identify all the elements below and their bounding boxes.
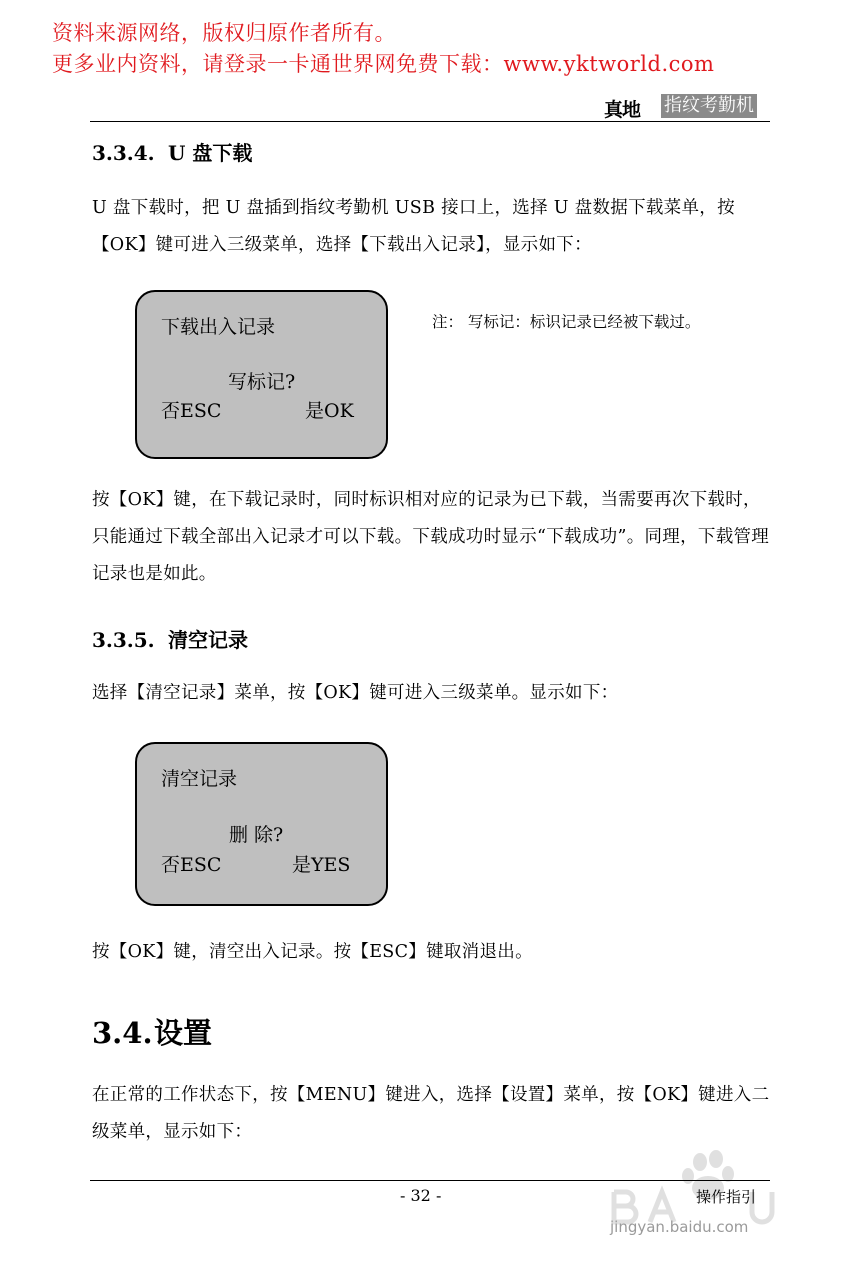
section-title: 设置 — [154, 1016, 213, 1050]
lcd-title: 下载出入记录 — [161, 316, 276, 338]
page-number: - 32 - — [400, 1186, 442, 1205]
footer-rule — [90, 1180, 770, 1181]
paragraph-clear-explain: 按【OK】键，清空出入记录。按【ESC】键取消退出。 — [92, 942, 533, 962]
banner-line-2: 更多业内资料，请登录一卡通世界网免费下载：www.yktworld.com — [52, 52, 715, 76]
lcd-prompt: 写标记? — [228, 371, 296, 393]
section-number: 3.3.4. — [92, 141, 155, 165]
section-number: 3.4. — [92, 1016, 153, 1050]
section-heading-3-3-5 — [92, 624, 248, 653]
section-number: 3.3.5. — [92, 628, 155, 652]
lcd-option-yes: 是OK — [305, 400, 354, 422]
paragraph-settings-intro: 在正常的工作状态下，按【MENU】键进入，选择【设置】菜单，按【OK】键进入二级菜单，显示如下： — [92, 1085, 770, 1142]
paragraph-clear-intro: 选择【清空记录】菜单，按【OK】键可进入三级菜单。显示如下： — [92, 683, 619, 703]
lcd-option-yes: 是YES — [292, 854, 351, 876]
section-heading-3-4 — [92, 1011, 212, 1052]
lcd-screen-download — [135, 290, 388, 459]
header-rule — [90, 121, 770, 122]
banner-line-1: 资料来源网络，版权归原作者所有。 — [52, 21, 396, 45]
lcd-option-no: 否ESC — [161, 854, 222, 876]
lcd-prompt: 删 除? — [229, 824, 284, 846]
lcd-screen-clear — [135, 742, 388, 906]
section-heading-3-3-4 — [92, 137, 252, 166]
paragraph-download-explain: 按【OK】键，在下载记录时，同时标识相对应的记录为已下载，当需要再次下载时，只能通过下载全部出入记录才可以下载。下载成功时显示“下载成功”。同理，下载管理记录也是如此。 — [92, 490, 770, 584]
paragraph-usb-intro: U 盘下载时，把 U 盘插到指纹考勤机 USB 接口上，选择 U 盘数据下载菜单，按【OK】键可进入三级菜单，选择【下载出入记录】，显示如下： — [92, 198, 735, 255]
section-title: 清空记录 — [168, 628, 248, 652]
lcd-option-no: 否ESC — [161, 400, 222, 422]
footer-label: 操作指引 — [696, 1188, 757, 1206]
section-title: U 盘下载 — [168, 141, 253, 165]
product-name: 指纹考勤机 — [661, 94, 757, 118]
brand-logo: 真地 — [604, 99, 641, 121]
note-write-mark: 注： 写标记：标识记录已经被下载过。 — [432, 313, 701, 331]
watermark-url: jingyan.baidu.com — [610, 1218, 749, 1236]
lcd-title: 清空记录 — [161, 768, 238, 790]
